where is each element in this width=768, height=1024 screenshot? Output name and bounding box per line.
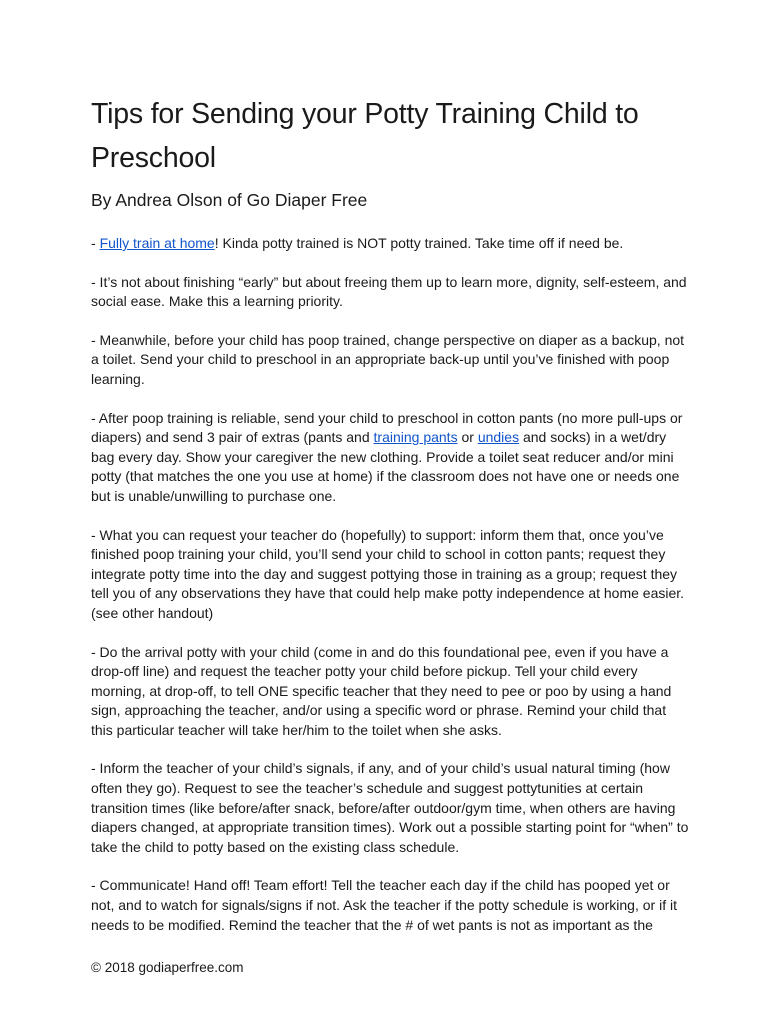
tip-paragraph-1: [91, 234, 691, 254]
byline: By Andrea Olson of Go Diaper Free: [91, 190, 368, 210]
tip-paragraph-4: [91, 409, 691, 507]
tip-4-text-c: and socks) in a wet/dry bag every day. Show your caregiver the new clothing. Provide a toilet seat reducer and/or mini potty (that matches the one you use at home) if the classroom does not have one or needs one but is unable/unwilling to purchase one.: [91, 429, 680, 504]
page-title: Tips for Sending your Potty Training Child to Preschool: [91, 98, 639, 174]
tip-1-prefix: -: [91, 235, 100, 251]
undies-link[interactable]: undies: [477, 429, 520, 446]
tip-1-text: ! Kinda potty trained is NOT potty trained. Take time off if need be.: [214, 235, 624, 251]
tip-4-text-a: - After poop training is reliable, send your child to preschool in cotton pants (no more pull-ups or diapers) and send 3 pair of extras (pants and: [91, 409, 683, 446]
tip-paragraph-5: - What you can request your teacher do (hopefully) to support: inform them that, once you’ve finished poop training your child, you’ll send your child to school in cotton pants; request they integrate potty time into the day and suggest pottying those in training as a group; request they tell you of any observations they have that could help make potty independence at home easier. (see other handout): [91, 526, 685, 621]
tip-paragraph-3: - Meanwhile, before your child has poop trained, change perspective on diaper as a backup, not a toilet. Send your child to preschool in an appropriate back-up until you’ve finished with poop learning.: [91, 331, 685, 387]
tip-paragraph-6: - Do the arrival potty with your child (come in and do this foundational pee, even if you have a drop-off line) and request the teacher potty your child before pickup. Tell your child every morning, at drop-off, to tell ONE specific teacher that they need to pee or poo by using a hand sign, approaching the teacher, and/or using a specific word or phrase. Remind your child that this particular teacher will take her/him to the toilet when she asks.: [91, 643, 672, 738]
training-pants-link[interactable]: training pants: [373, 429, 458, 446]
copyright-footer: © 2018 godiaperfree.com: [91, 960, 244, 975]
tip-paragraph-2: - It’s not about finishing “early” but about freeing them up to learn more, dignity, self-esteem, and social ease. Make this a learning priority.: [91, 273, 687, 310]
fully-train-at-home-link[interactable]: Fully train at home: [99, 235, 215, 251]
tip-4-text-b: or: [457, 429, 478, 446]
tip-paragraph-8: - Communicate! Hand off! Team effort! Tell the teacher each day if the child has pooped yet or not, and to watch for signals/signs if not. Ask the teacher if the potty schedule is working, or if it needs to be modified. Remind the teacher that the # of wet pants is not as important as the: [91, 877, 677, 933]
document-page: [91, 92, 691, 935]
tip-paragraph-7: - Inform the teacher of your child’s signals, if any, and of your child’s usual natural timing (how often they go). Request to see the teacher’s schedule and suggest pottytunities at certain transition times (like before/after snack, before/after outdoor/gym time, when others are having diapers changed, at appropriate transition times). Work out a possible starting point for “when” to take the child to potty based on the existing class schedule.: [91, 760, 689, 855]
